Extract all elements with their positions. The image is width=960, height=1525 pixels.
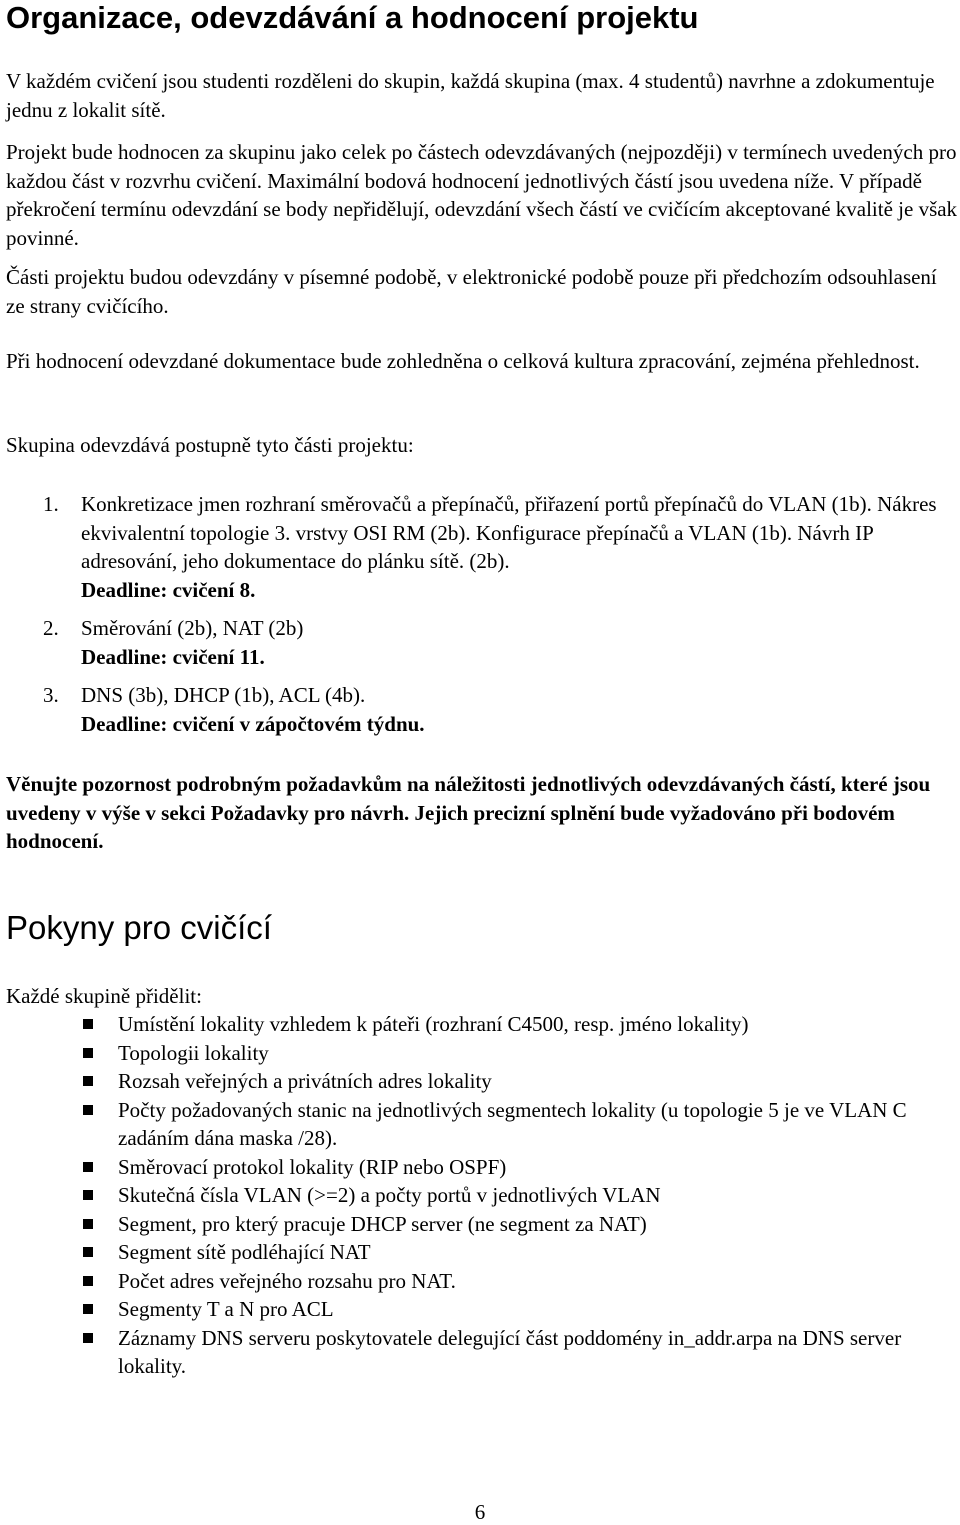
page-number: 6 <box>474 1500 486 1524</box>
paragraph-upozorneni: Věnujte pozornost podrobným požadavkům na náležitosti jednotlivých odevzdávaných částí, které jsou uvedeny v výše v sekci Požadavky pro návrh. Jejich precizní splnění bude vyžadováno při bodovém hodnocení. <box>6 772 931 853</box>
square-bullet-icon <box>83 1048 93 1058</box>
bullet-text: Segment sítě podléhající NAT <box>118 1240 371 1264</box>
list-item <box>6 614 958 671</box>
square-bullet-icon <box>83 1333 93 1343</box>
square-bullet-icon <box>83 1076 93 1086</box>
list-item <box>6 1267 958 1296</box>
list-item <box>6 1210 958 1239</box>
bullet-text: Skutečná čísla VLAN (>=2) a počty portů v jednotlivých VLAN <box>118 1183 661 1207</box>
list-item-text: Směrování (2b), NAT (2b) <box>81 616 304 640</box>
list-number: 1. <box>43 492 59 516</box>
bullet-text: Počty požadovaných stanic na jednotlivých segmentech lokality (u topologie 5 je ve VLAN C zadáním dána maska /28). <box>118 1097 907 1150</box>
deadline-text: Deadline: cvičení 11. <box>81 644 265 669</box>
paragraph-pisemna-podoba: Části projektu budou odevzdány v písemné podobě, v elektronické podobě pouze při předchozím odsouhlasení ze strany cvičícího. <box>6 265 937 318</box>
list-item <box>6 1295 958 1324</box>
square-bullet-icon <box>83 1162 93 1172</box>
project-parts-list <box>6 490 958 738</box>
list-item <box>6 1067 958 1096</box>
bullet-text: Směrovací protokol lokality (RIP nebo OSPF) <box>118 1154 507 1179</box>
section-heading-organizace: Organizace, odevzdávání a hodnocení projektu <box>6 0 699 35</box>
list-item <box>6 1153 958 1182</box>
list-item <box>6 1039 958 1068</box>
paragraph-kultura: Při hodnocení odevzdané dokumentace bude zohledněna o celková kultura zpracování, zejména přehlednost. <box>6 349 920 373</box>
square-bullet-icon <box>83 1276 93 1286</box>
list-item <box>6 1096 958 1153</box>
square-bullet-icon <box>83 1190 93 1200</box>
bullet-text: Segment, pro který pracuje DHCP server (ne segment za NAT) <box>118 1211 647 1236</box>
square-bullet-icon <box>83 1105 93 1115</box>
deadline-text: Deadline: cvičení v zápočtovém týdnu. <box>81 711 425 736</box>
square-bullet-icon <box>83 1304 93 1314</box>
bullet-text: Rozsah veřejných a privátních adres lokality <box>118 1069 492 1093</box>
paragraph-kazde-skupine: Každé skupině přidělit: <box>6 984 202 1008</box>
square-bullet-icon <box>83 1019 93 1029</box>
assignment-bullet-list <box>6 1010 958 1381</box>
square-bullet-icon <box>83 1247 93 1257</box>
list-item-text: DNS (3b), DHCP (1b), ACL (4b). <box>81 683 366 707</box>
bullet-text: Umístění lokality vzhledem k páteři (rozhraní C4500, resp. jméno lokality) <box>118 1012 749 1036</box>
bullet-text: Záznamy DNS serveru poskytovatele delegující část poddomény in_addr.arpa na DNS server lokality. <box>118 1325 902 1378</box>
list-item <box>6 490 958 604</box>
paragraph-skupiny: V každém cvičení jsou studenti rozděleni do skupin, každá skupina (max. 4 studentů) navrhne a zdokumentuje jednu z lokalit sítě. <box>6 69 935 122</box>
list-item <box>6 1324 958 1381</box>
paragraph-hodnoceni: Projekt bude hodnocen za skupinu jako celek po částech odevzdávaných (nejpozději) v termínech uvedených pro každou část v rozvrhu cvičení. Maximální bodová hodnocení jednotlivých částí jsou uvedena níže. V případě překročení termínu odevzdání se body nepřidělují, odevzdání všech částí ve cvičícím akceptované kvalitě je však povinné. <box>6 140 958 250</box>
paragraph-casti-projektu: Skupina odevzdává postupně tyto části projektu: <box>6 433 414 457</box>
list-item <box>6 1010 958 1039</box>
list-item <box>6 1181 958 1210</box>
section-heading-pokyny: Pokyny pro cvičící <box>6 909 272 946</box>
list-number: 2. <box>43 616 59 640</box>
list-item-text: Konkretizace jmen rozhraní směrovačů a přepínačů, přiřazení portů přepínačů do VLAN (1b). Nákres ekvivalentní topologie 3. vrstvy OSI RM (2b). Konfigurace přepínačů a VLAN (1b). Návrh IP adresování, jeho dokumentace do plánku sítě. (2b). <box>81 492 937 573</box>
list-number: 3. <box>43 683 59 707</box>
bullet-text: Segmenty T a N pro ACL <box>118 1297 334 1321</box>
bullet-text: Topologii lokality <box>118 1040 269 1065</box>
list-item <box>6 681 958 738</box>
list-item <box>6 1238 958 1267</box>
bullet-text: Počet adres veřejného rozsahu pro NAT. <box>118 1268 456 1293</box>
deadline-text: Deadline: cvičení 8. <box>81 577 256 602</box>
square-bullet-icon <box>83 1219 93 1229</box>
